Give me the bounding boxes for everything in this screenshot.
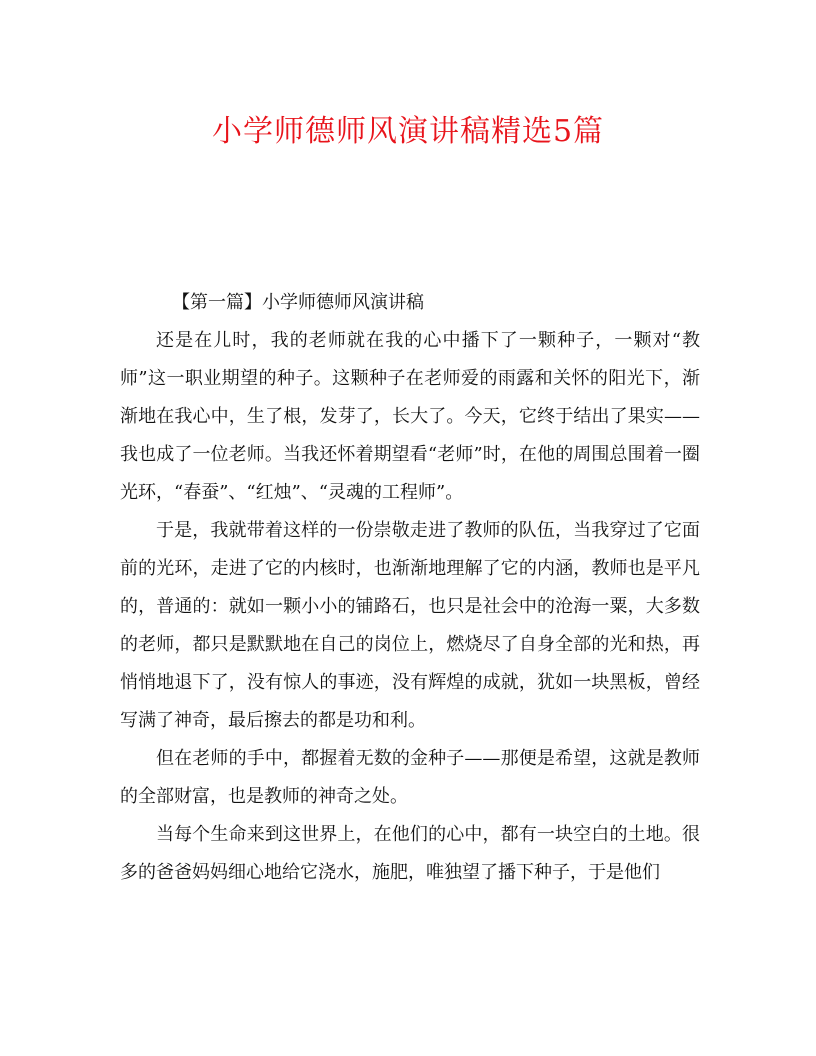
document-body	[120, 284, 700, 892]
paragraph-4: 当每个生命来到这世界上，在他们的心中，都有一块空白的土地。很多的爸爸妈妈细心地给它浇水，施肥，唯独望了播下种子，于是他们	[120, 824, 700, 883]
document-title: 小学师德师风演讲稿精选5篇	[211, 114, 605, 149]
paragraph-3: 但在老师的手中，都握着无数的金种子——那便是希望，这就是教师的全部财富，也是教师的神奇之处。	[120, 748, 700, 807]
section-heading: 【第一篇】小学师德师风演讲稿	[172, 292, 424, 313]
paragraph-1: 还是在儿时，我的老师就在我的心中播下了一颗种子，一颗对“教师”这一职业期望的种子。这颗种子在老师爱的雨露和关怀的阳光下，渐渐地在我心中，生了根，发芽了，长大了。今天，它终于结出了果实——我也成了一位老师。当我还怀着期望看“老师”时，在他的周围总围着一圈光环，“春蚕”、“红烛”、“灵魂的工程师”。	[120, 330, 700, 503]
paragraph-2: 于是，我就带着这样的一份崇敬走进了教师的队伍，当我穿过了它面前的光环，走进了它的内核时，也渐渐地理解了它的内涵，教师也是平凡的，普通的：就如一颗小小的铺路石，也只是社会中的沧海一粟，大多数的老师，都只是默默地在自己的岗位上，燃烧尽了自身全部的光和热，再悄悄地退下了，没有惊人的事迹，没有辉煌的成就，犹如一块黑板，曾经写满了神奇，最后擦去的都是功和利。	[120, 520, 700, 731]
